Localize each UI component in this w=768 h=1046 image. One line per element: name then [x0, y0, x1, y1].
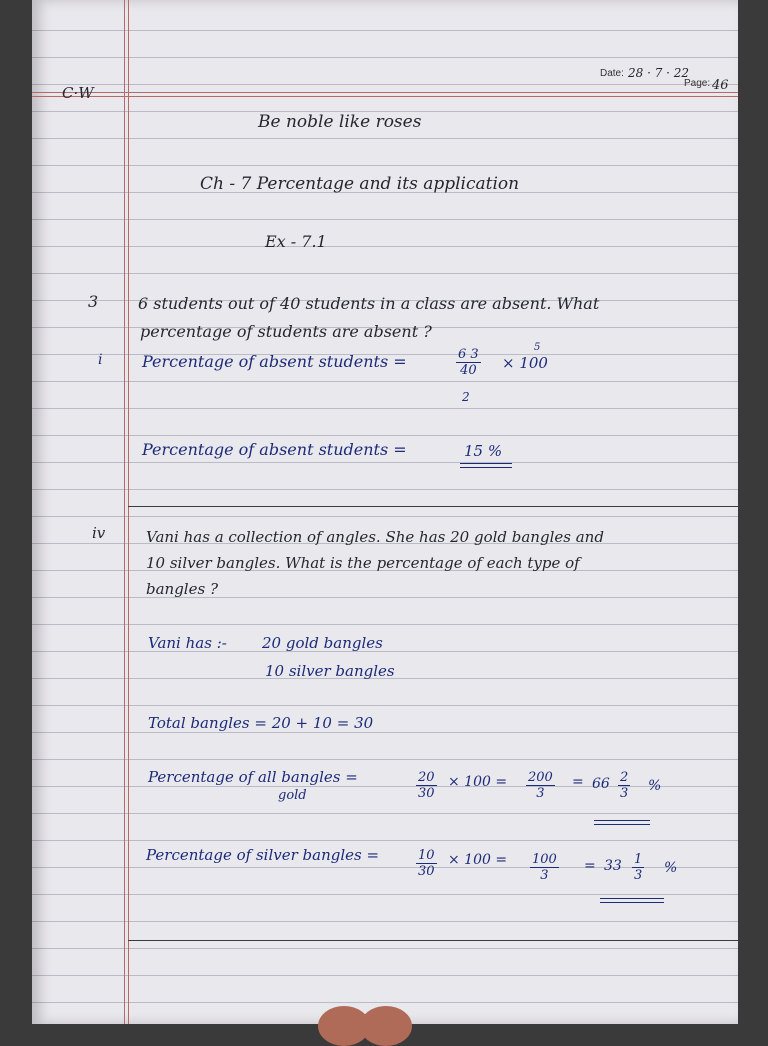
silver-f2-num: 100 — [532, 852, 557, 867]
silver-underline-2 — [600, 902, 664, 903]
header-rule-2 — [32, 96, 738, 97]
date-label: Date: — [600, 68, 624, 79]
cancel-superscript: 5 — [534, 342, 541, 353]
part-label: i — [98, 352, 103, 368]
fraction-denominator: 40 — [460, 363, 477, 378]
silver-f3-num: 1 — [634, 852, 643, 867]
answer-underline-2 — [460, 467, 512, 468]
exercise-title: Ex - 7.1 — [265, 232, 327, 251]
silver-fraction-2 — [530, 852, 559, 883]
gold-sublabel: gold — [278, 788, 307, 803]
gold-f2-num: 200 — [528, 770, 553, 785]
margin-rule-2 — [128, 0, 129, 1024]
silver-fraction-3 — [632, 852, 644, 883]
date-value: 28 · 7 · 22 — [628, 66, 690, 80]
gold-label: Percentage of all bangles = — [148, 768, 358, 786]
answer-underline — [460, 463, 512, 464]
gold-underline — [594, 820, 650, 821]
header-rule — [32, 92, 738, 93]
step-label: Percentage of absent students = — [142, 352, 407, 371]
silver-percent: % — [664, 860, 678, 876]
silver-f3-den: 3 — [634, 868, 643, 883]
answer-value: 15 % — [464, 442, 503, 460]
vani-has-label: Vani has :- — [148, 634, 227, 652]
silver-label: Percentage of silver bangles = — [146, 846, 380, 864]
gold-fraction-2 — [526, 770, 555, 801]
silver-fraction-1 — [416, 848, 437, 879]
gold-f2-den: 3 — [536, 786, 545, 801]
silver-whole: 33 — [604, 858, 622, 874]
gold-f1-den: 30 — [418, 786, 435, 801]
question-iv-line3: bangles ? — [146, 580, 218, 598]
question-number-iv: iv — [92, 524, 106, 542]
silver-f2-den: 3 — [540, 868, 549, 883]
silver-times: × 100 = — [448, 852, 508, 868]
section-divider-end — [128, 940, 738, 941]
motto: Be noble like roses — [258, 112, 422, 132]
silver-equals: = — [584, 858, 596, 874]
page-number: 46 — [712, 78, 729, 93]
gold-underline-2 — [594, 824, 650, 825]
gold-f3-den: 3 — [620, 786, 629, 801]
gold-fraction-3 — [618, 770, 630, 801]
gold-count: 20 gold bangles — [262, 634, 383, 652]
question-number: 3 — [88, 292, 99, 311]
classwork-label: C·W — [62, 84, 94, 102]
fraction-numerator: 6 3 — [458, 347, 479, 362]
chapter-title: Ch - 7 Percentage and its application — [200, 174, 520, 194]
page-label: Page: — [684, 78, 711, 89]
section-divider — [128, 506, 738, 507]
silver-f1-den: 30 — [418, 864, 435, 879]
gold-whole: 66 — [592, 776, 610, 792]
silver-count: 10 silver bangles — [265, 662, 395, 680]
fingertip-2 — [360, 1006, 412, 1046]
gold-f3-num: 2 — [620, 770, 629, 785]
cancel-mark: 2 — [462, 390, 470, 404]
answer-label: Percentage of absent students = — [142, 440, 407, 459]
gold-times: × 100 = — [448, 774, 508, 790]
question-iv-line1: Vani has a collection of angles. She has 20 gold bangles and — [146, 528, 604, 546]
question-text-line1: 6 students out of 40 students in a class are absent. What — [138, 294, 600, 313]
question-iv-line2: 10 silver bangles. What is the percentage of each type of — [146, 554, 580, 572]
gold-equals: = — [572, 774, 584, 790]
multiply-hundred: × 100 — [502, 354, 548, 372]
silver-f1-num: 10 — [418, 848, 435, 863]
margin-rule — [124, 0, 125, 1024]
gold-percent: % — [648, 778, 662, 794]
gold-f1-num: 20 — [418, 770, 435, 785]
absent-fraction — [456, 347, 481, 378]
total-bangles: Total bangles = 20 + 10 = 30 — [148, 714, 374, 732]
question-text-line2: percentage of students are absent ? — [140, 322, 432, 341]
silver-underline — [600, 898, 664, 899]
gold-fraction-1 — [416, 770, 437, 801]
